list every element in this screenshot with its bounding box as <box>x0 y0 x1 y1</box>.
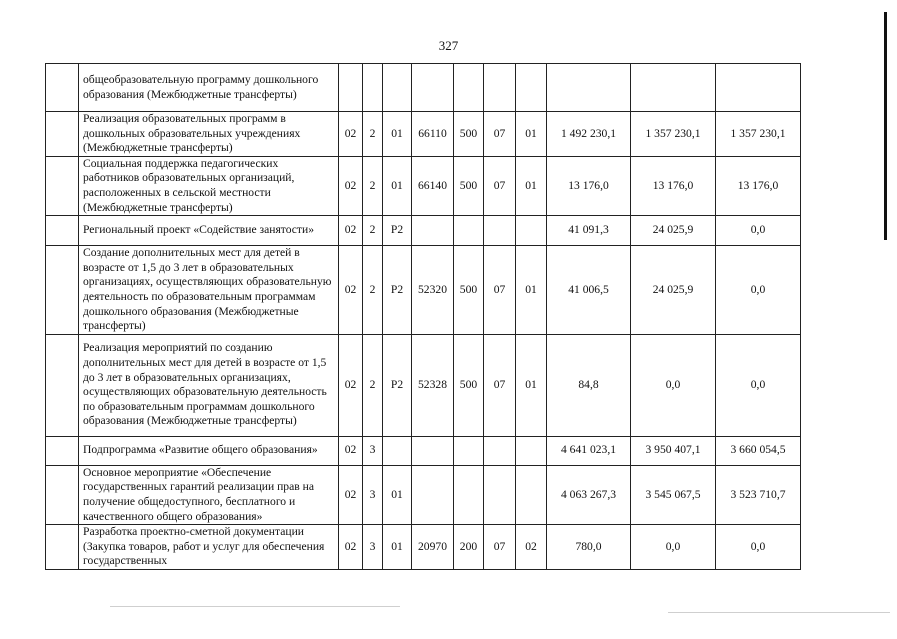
empty-cell <box>46 246 79 335</box>
code-expense-type: 500 <box>454 156 484 215</box>
code-direction <box>412 64 454 112</box>
amount-year-2 <box>631 64 716 112</box>
amount-year-3: 0,0 <box>716 525 801 570</box>
table-row <box>46 436 801 465</box>
amount-year-1: 84,8 <box>547 334 631 436</box>
code-expense-type: 500 <box>454 334 484 436</box>
table-row <box>46 246 801 335</box>
code-direction: 52320 <box>412 246 454 335</box>
code-subprogram: 3 <box>363 465 383 524</box>
row-name: Реализация образовательных программ в дошкольных образовательных учреждениях (Межбюджетные трансферты) <box>79 112 339 157</box>
row-name: Создание дополнительных мест для детей в возрасте от 1,5 до 3 лет в образовательных организациях, осуществляющих образовательную деятельность по образовательным программам дошкольного образования (Межбюджетные трансферты) <box>79 246 339 335</box>
code-subprogram <box>363 64 383 112</box>
code-section <box>484 465 516 524</box>
amount-year-2: 0,0 <box>631 525 716 570</box>
empty-cell <box>46 334 79 436</box>
code-subsection <box>516 64 547 112</box>
amount-year-1: 13 176,0 <box>547 156 631 215</box>
amount-year-3: 3 660 054,5 <box>716 436 801 465</box>
amount-year-1: 1 492 230,1 <box>547 112 631 157</box>
empty-cell <box>46 465 79 524</box>
code-expense-type <box>454 436 484 465</box>
code-program: 02 <box>339 334 363 436</box>
table-row <box>46 64 801 112</box>
code-subsection <box>516 216 547 246</box>
code-program: 02 <box>339 216 363 246</box>
code-expense-type: 500 <box>454 246 484 335</box>
row-name: Региональный проект «Содействие занятости» <box>79 216 339 246</box>
empty-cell <box>46 112 79 157</box>
scan-artifact-line <box>110 606 400 607</box>
code-event: 01 <box>383 112 412 157</box>
code-subprogram: 2 <box>363 216 383 246</box>
row-name: Подпрограмма «Развитие общего образования» <box>79 436 339 465</box>
code-section <box>484 64 516 112</box>
code-direction: 66140 <box>412 156 454 215</box>
code-section: 07 <box>484 334 516 436</box>
code-event <box>383 436 412 465</box>
code-program: 02 <box>339 465 363 524</box>
code-subsection: 02 <box>516 525 547 570</box>
amount-year-3: 0,0 <box>716 334 801 436</box>
amount-year-1: 780,0 <box>547 525 631 570</box>
code-event: 01 <box>383 525 412 570</box>
code-subsection: 01 <box>516 334 547 436</box>
code-event: P2 <box>383 216 412 246</box>
amount-year-3: 0,0 <box>716 216 801 246</box>
table-row <box>46 112 801 157</box>
code-subprogram: 2 <box>363 112 383 157</box>
amount-year-2: 0,0 <box>631 334 716 436</box>
empty-cell <box>46 216 79 246</box>
amount-year-3: 3 523 710,7 <box>716 465 801 524</box>
code-direction: 52328 <box>412 334 454 436</box>
code-event: P2 <box>383 334 412 436</box>
amount-year-3: 1 357 230,1 <box>716 112 801 157</box>
code-subsection: 01 <box>516 156 547 215</box>
amount-year-1: 4 063 267,3 <box>547 465 631 524</box>
amount-year-2: 13 176,0 <box>631 156 716 215</box>
code-event: 01 <box>383 156 412 215</box>
code-subprogram: 2 <box>363 156 383 215</box>
row-name: Социальная поддержка педагогических работников образовательных организаций, расположенных в сельской местности (Межбюджетные трансферты) <box>79 156 339 215</box>
code-subprogram: 2 <box>363 334 383 436</box>
code-direction <box>412 216 454 246</box>
amount-year-1 <box>547 64 631 112</box>
code-subprogram: 2 <box>363 246 383 335</box>
code-expense-type <box>454 216 484 246</box>
amount-year-3: 13 176,0 <box>716 156 801 215</box>
table-row <box>46 525 801 570</box>
row-name: общеобразовательную программу дошкольного образования (Межбюджетные трансферты) <box>79 64 339 112</box>
code-subprogram: 3 <box>363 436 383 465</box>
code-section: 07 <box>484 246 516 335</box>
amount-year-1: 41 006,5 <box>547 246 631 335</box>
code-section: 07 <box>484 112 516 157</box>
table-row <box>46 156 801 215</box>
code-expense-type <box>454 465 484 524</box>
amount-year-2: 3 545 067,5 <box>631 465 716 524</box>
amount-year-2: 3 950 407,1 <box>631 436 716 465</box>
code-direction: 20970 <box>412 525 454 570</box>
code-expense-type: 200 <box>454 525 484 570</box>
table-row <box>46 334 801 436</box>
code-subsection <box>516 465 547 524</box>
code-program: 02 <box>339 525 363 570</box>
code-event <box>383 64 412 112</box>
code-program: 02 <box>339 436 363 465</box>
row-name: Реализация мероприятий по созданию дополнительных мест для детей в возрасте от 1,5 до 3 лет в образовательных организациях, осуществляющих образовательную деятельность по образовательным программам дошкольного образования (Межбюджетные трансферты) <box>79 334 339 436</box>
amount-year-2: 24 025,9 <box>631 246 716 335</box>
amount-year-3: 0,0 <box>716 246 801 335</box>
code-program <box>339 64 363 112</box>
empty-cell <box>46 64 79 112</box>
empty-cell <box>46 156 79 215</box>
scan-artifact-line <box>668 612 890 613</box>
row-name: Основное мероприятие «Обеспечение государственных гарантий реализации прав на получение общедоступного, бесплатного и качественного общего образования» <box>79 465 339 524</box>
code-event: P2 <box>383 246 412 335</box>
code-program: 02 <box>339 156 363 215</box>
empty-cell <box>46 436 79 465</box>
row-name: Разработка проектно-сметной документации (Закупка товаров, работ и услуг для обеспечения государственных <box>79 525 339 570</box>
amount-year-1: 41 091,3 <box>547 216 631 246</box>
page-number: 327 <box>438 38 459 53</box>
code-section <box>484 216 516 246</box>
code-section: 07 <box>484 525 516 570</box>
amount-year-3 <box>716 64 801 112</box>
amount-year-2: 24 025,9 <box>631 216 716 246</box>
budget-table <box>45 63 801 570</box>
code-direction: 66110 <box>412 112 454 157</box>
scan-edge-mark <box>884 12 887 240</box>
table-row <box>46 216 801 246</box>
code-expense-type <box>454 64 484 112</box>
amount-year-2: 1 357 230,1 <box>631 112 716 157</box>
code-program: 02 <box>339 246 363 335</box>
code-subsection: 01 <box>516 246 547 335</box>
empty-cell <box>46 525 79 570</box>
code-subsection <box>516 436 547 465</box>
code-section <box>484 436 516 465</box>
code-event: 01 <box>383 465 412 524</box>
code-program: 02 <box>339 112 363 157</box>
code-expense-type: 500 <box>454 112 484 157</box>
table-row <box>46 465 801 524</box>
code-section: 07 <box>484 156 516 215</box>
code-subsection: 01 <box>516 112 547 157</box>
code-direction <box>412 436 454 465</box>
code-subprogram: 3 <box>363 525 383 570</box>
code-direction <box>412 465 454 524</box>
amount-year-1: 4 641 023,1 <box>547 436 631 465</box>
